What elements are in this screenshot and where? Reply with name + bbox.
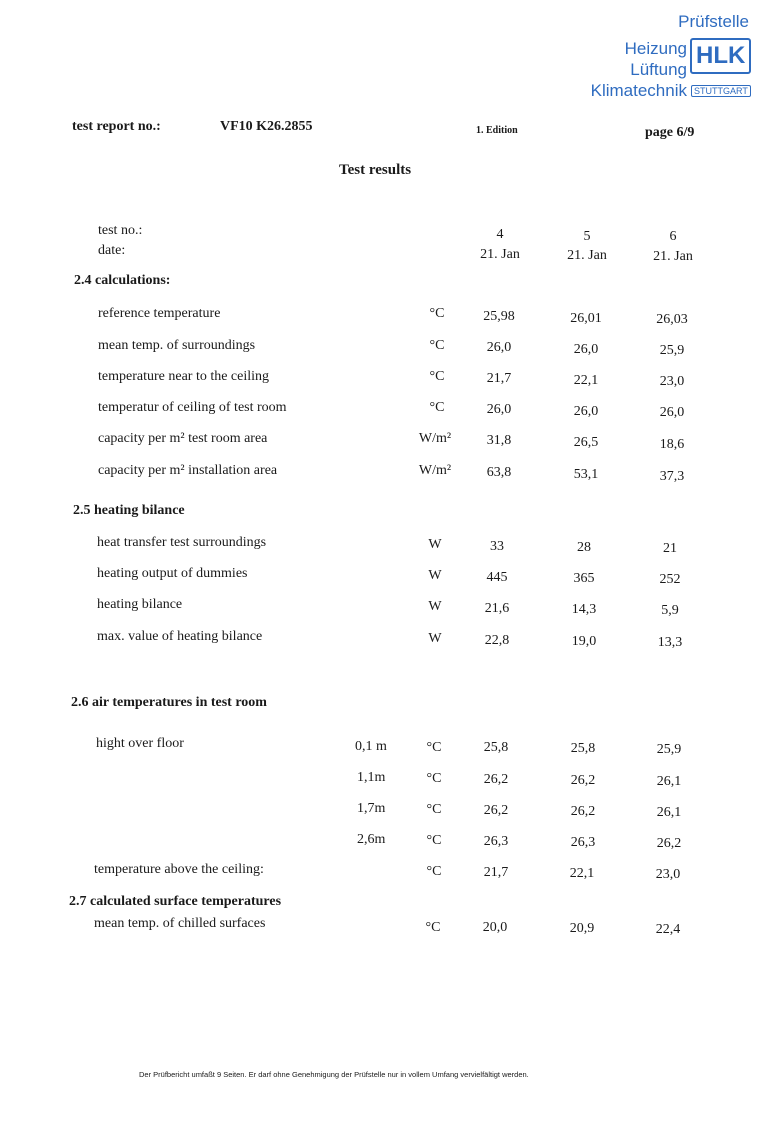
row-value: 26,0 <box>486 402 512 417</box>
footer-note: Der Prüfbericht umfaßt 9 Seiten. Er darf ohne Genehmigung der Prüfstelle nur in vollem Umfang vervielfältigt werden. <box>139 1070 529 1079</box>
row-unit: W/m² <box>418 431 452 446</box>
row-height: 0,1 m <box>355 739 387 754</box>
row-value: 25,8 <box>483 740 509 755</box>
row-value: 53,1 <box>573 467 599 482</box>
logo-klimatechnik: Klimatechnik <box>590 81 687 100</box>
row-label: reference temperature <box>98 306 221 321</box>
test-no: 5 <box>583 229 591 244</box>
row-value: 26,1 <box>656 774 682 789</box>
hlk-badge-text: HLK <box>696 42 746 69</box>
test-no: 6 <box>669 229 677 244</box>
row-unit: °C <box>429 306 445 321</box>
row-unit: W <box>428 568 442 583</box>
section-heading-2-7: 2.7 calculated surface temperatures <box>69 894 282 909</box>
row-value: 25,9 <box>659 343 685 358</box>
row-value: 37,3 <box>659 469 685 484</box>
row-value: 26,2 <box>570 804 596 819</box>
row-value: 13,3 <box>657 635 683 650</box>
row-value: 26,5 <box>573 435 599 450</box>
row-value: 26,0 <box>659 405 685 420</box>
page-title: Test results <box>339 162 412 178</box>
row-value: 25,9 <box>656 742 682 757</box>
row-label: mean temp. of chilled surfaces <box>94 916 266 931</box>
row-value: 33 <box>490 539 504 554</box>
row-value: 20,0 <box>482 920 508 935</box>
page-number: page 6/9 <box>645 125 695 140</box>
date-label: date: <box>98 243 126 258</box>
row-unit: W/m² <box>418 463 452 478</box>
row-height: 2,6m <box>357 832 386 847</box>
row-value: 21 <box>663 541 677 556</box>
row-value: 23,0 <box>655 867 681 882</box>
section-heading-2-5: 2.5 heating bilance <box>73 503 185 518</box>
row-value: 26,0 <box>573 342 599 357</box>
test-no: 4 <box>496 227 504 242</box>
row-value: 22,1 <box>573 373 599 388</box>
row-value: 21,7 <box>483 865 509 880</box>
row-unit: W <box>428 537 442 552</box>
row-label: temperatur of ceiling of test room <box>98 400 287 415</box>
row-value: 26,0 <box>573 404 599 419</box>
row-value: 19,0 <box>571 634 597 649</box>
row-value: 22,1 <box>569 866 595 881</box>
row-label: heating bilance <box>97 597 183 612</box>
logo-heizung: Heizung <box>624 39 687 58</box>
row-value: 22,4 <box>655 922 681 937</box>
row-unit: W <box>428 599 442 614</box>
test-no-label: test no.: <box>98 223 143 238</box>
row-value: 365 <box>573 571 595 586</box>
row-value: 26,2 <box>483 803 509 818</box>
row-value: 25,98 <box>483 309 515 324</box>
row-unit: °C <box>426 864 442 879</box>
row-height: 1,1m <box>357 770 386 785</box>
row-unit: W <box>428 631 442 646</box>
hight-over-floor-label: hight over floor <box>96 736 184 751</box>
report-number: VF10 K26.2855 <box>220 119 313 134</box>
row-value: 445 <box>486 570 508 585</box>
row-value: 22,8 <box>484 633 510 648</box>
row-label: temperature near to the ceiling <box>98 369 270 384</box>
test-date: 21. Jan <box>653 249 693 264</box>
row-value: 26,2 <box>656 836 682 851</box>
row-label: temperature above the ceiling: <box>94 862 264 877</box>
row-label: max. value of heating bilance <box>97 629 263 644</box>
row-unit: °C <box>426 771 442 786</box>
section-heading-2-6: 2.6 air temperatures in test room <box>71 695 267 710</box>
row-value: 26,0 <box>486 340 512 355</box>
row-unit: °C <box>429 369 445 384</box>
row-label: capacity per m² installation area <box>98 463 278 478</box>
row-label: heating output of dummies <box>97 566 248 581</box>
section-heading-2-4: 2.4 calculations: <box>74 273 171 288</box>
row-value: 26,3 <box>570 835 596 850</box>
hlk-badge <box>690 38 751 74</box>
row-value: 25,8 <box>570 741 596 756</box>
row-unit: °C <box>429 338 445 353</box>
row-value: 28 <box>577 540 591 555</box>
row-label: capacity per m² test room area <box>98 431 268 446</box>
row-value: 21,6 <box>484 601 510 616</box>
row-value: 5,9 <box>661 603 679 618</box>
row-unit: °C <box>429 400 445 415</box>
row-value: 23,0 <box>659 374 685 389</box>
report-label: test report no.: <box>72 119 161 134</box>
edition: 1. Edition <box>476 125 518 136</box>
row-label: mean temp. of surroundings <box>98 338 256 353</box>
row-unit: °C <box>426 802 442 817</box>
row-unit: °C <box>425 920 441 935</box>
row-label: heat transfer test surroundings <box>97 535 267 550</box>
row-height: 1,7m <box>357 801 386 816</box>
row-value: 63,8 <box>486 465 512 480</box>
row-value: 21,7 <box>486 371 512 386</box>
row-value: 26,3 <box>483 834 509 849</box>
logo-luftung: Lüftung <box>630 60 687 79</box>
logo-stuttgart: STUTTGART <box>691 85 751 97</box>
row-unit: °C <box>426 833 442 848</box>
row-value: 31,8 <box>486 433 512 448</box>
row-value: 26,03 <box>656 312 688 327</box>
test-date: 21. Jan <box>567 248 607 263</box>
row-unit: °C <box>426 740 442 755</box>
row-value: 26,2 <box>483 772 509 787</box>
row-value: 26,01 <box>570 311 602 326</box>
logo-prufstelle: Prüfstelle <box>678 12 749 31</box>
row-value: 252 <box>659 572 681 587</box>
row-value: 14,3 <box>571 602 597 617</box>
row-value: 20,9 <box>569 921 595 936</box>
row-value: 18,6 <box>659 437 685 452</box>
row-value: 26,1 <box>656 805 682 820</box>
row-value: 26,2 <box>570 773 596 788</box>
test-date: 21. Jan <box>480 247 520 262</box>
